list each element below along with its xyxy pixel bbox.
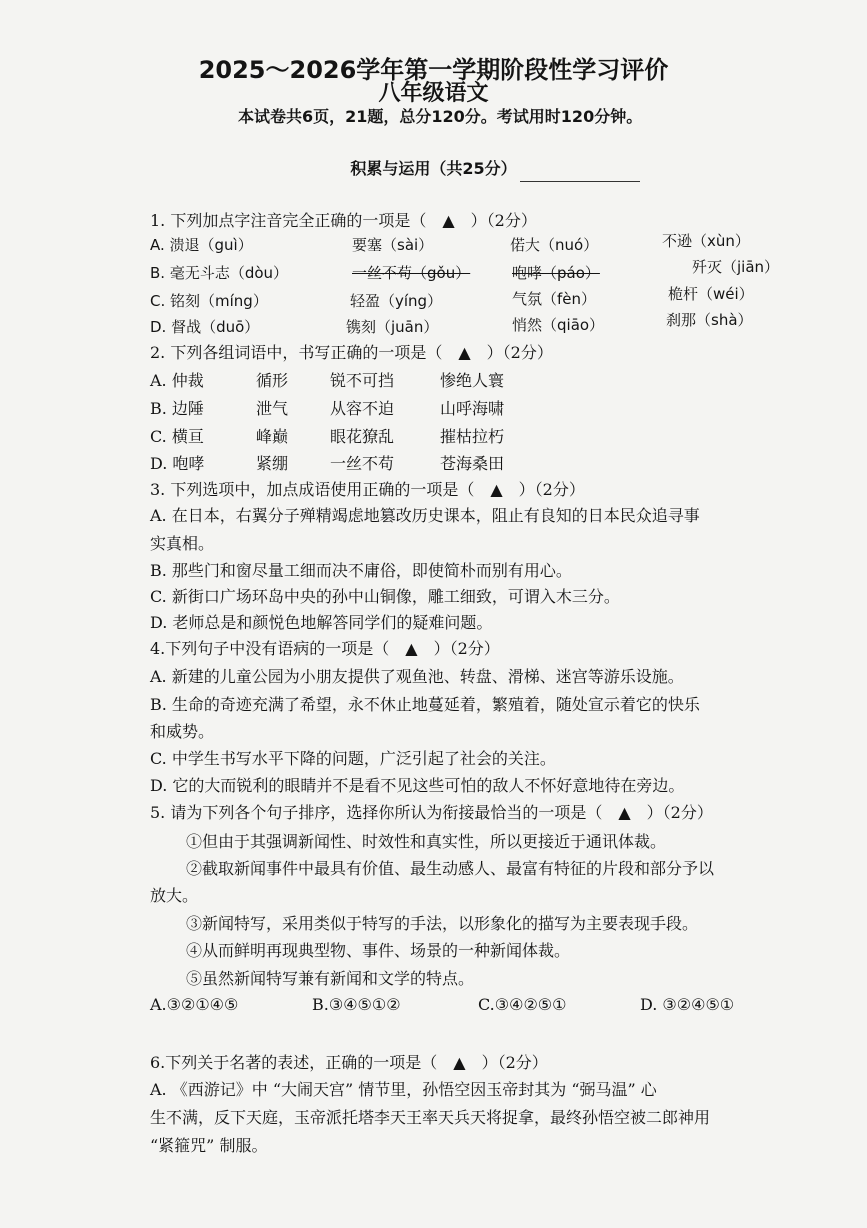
q1-d-3: 悄然（qiāo） [512,316,605,334]
q6-option-a-line3: “紧箍咒” 制服。 [150,1136,268,1155]
q1-c-4: 桅杆（wéi） [668,285,754,303]
q1-stem: 1. 下列加点字注音完全正确的一项是（ ▲ ）（2分） [150,211,537,230]
q4-option-b-line1: B. 生命的奇迹充满了希望，永不休止地蔓延着，繁殖着，随处宣示着它的快乐 [150,695,700,714]
q5-option-a: A.③②①④⑤ [150,995,239,1014]
q1-b-1: B. 毫无斗志（dòu） [150,264,289,282]
q4-option-c: C. 中学生书写水平下降的问题，广泛引起了社会的关注。 [150,749,556,768]
q2-d-4: 苍海桑田 [440,454,505,473]
q2-c-3: 眼花獠乱 [330,427,395,446]
q1-b-3: 咆哮（páo） [512,264,600,282]
section-underline [520,181,640,182]
q1-d-4: 刹那（shà） [666,311,753,329]
q5-stem: 5. 请为下列各个句子排序，选择你所认为衔接最恰当的一项是（ ▲ ）（2分） [150,803,713,822]
q5-sentence-5: ⑤虽然新闻特写兼有新闻和文学的特点。 [186,969,475,988]
q1-d-2: 镌刻（juān） [346,318,439,336]
q2-a-3: 锐不可挡 [330,371,395,390]
q4-stem: 4.下列句子中没有语病的一项是（ ▲ ）（2分） [150,639,500,658]
q5-sentence-4: ④从而鲜明再现典型物、事件、场景的一种新闻体裁。 [186,941,571,960]
q1-d-1: D. 督战（duō） [150,318,260,336]
q4-option-d: D. 它的大而锐利的眼睛并不是看不见这些可怕的敌人不怀好意地待在旁边。 [150,776,685,795]
q5-option-c: C.③④②⑤① [478,995,567,1014]
q2-b-2: 泄气 [256,399,289,418]
q6-option-a-line2: 生不满，反下天庭，玉帝派托塔李天王率天兵天将捉拿，最终孙悟空被二郎神用 [150,1108,711,1127]
q1-c-1: C. 铭刻（míng） [150,292,268,310]
q3-option-a-line1: A. 在日本，右翼分子殚精竭虑地篡改历史课本，阻止有良知的日本民众追寻事 [150,506,700,525]
q4-option-a: A. 新建的儿童公园为小朋友提供了观鱼池、转盘、滑梯、迷宫等游乐设施。 [150,667,684,686]
q2-b-4: 山呼海啸 [440,399,505,418]
q3-option-d: D. 老师总是和颜悦色地解答同学们的疑难问题。 [150,613,493,632]
q3-stem: 3. 下列选项中，加点成语使用正确的一项是（ ▲ ）（2分） [150,480,585,499]
q6-option-a-line1: A. 《西游记》中 “大闹天宫” 情节里，孙悟空因玉帝封其为 “弼马温” 心 [150,1080,657,1099]
q1-b-2: 一丝不苟（gǒu） [352,264,471,282]
exam-info: 本试卷共6页，21题，总分120分。考试用时120分钟。 [238,107,643,126]
q5-sentence-3: ③新闻特写，采用类似于特写的手法，以形象化的描写为主要表现手段。 [186,914,699,933]
q1-a-4: 不逊（xùn） [662,232,750,250]
q1-a-1: A. 溃退（guì） [150,236,253,254]
q2-c-4: 摧枯拉朽 [440,427,505,446]
q1-b-4: 歼灭（jiān） [692,258,780,276]
q5-option-b: B.③④⑤①② [312,995,401,1014]
q2-stem: 2. 下列各组词语中，书写正确的一项是（ ▲ ）（2分） [150,343,553,362]
section-heading: 积累与运用（共25分） [350,159,517,178]
q2-c-2: 峰巅 [256,427,289,446]
q5-option-d: D. ③②④⑤① [640,995,735,1014]
q1-a-3: 偌大（nuó） [510,236,599,254]
q2-b-3: 从容不迫 [330,399,395,418]
q4-option-b-line2: 和威势。 [150,722,215,741]
q2-d-3: 一丝不苟 [330,454,395,473]
q5-sentence-2-line2: 放大。 [150,886,199,905]
q5-sentence-2-line1: ②截取新闻事件中最具有价值、最生动感人、最富有特征的片段和部分予以 [186,859,715,878]
q2-d-2: 紧绷 [256,454,289,473]
q6-stem: 6.下列关于名著的表述，正确的一项是（ ▲ ）（2分） [150,1053,548,1072]
q1-c-2: 轻盈（yíng） [350,292,443,310]
exam-title: 2025～2026学年第一学期阶段性学习评价 [198,56,669,84]
q2-a-4: 惨绝人寰 [440,371,505,390]
q2-d-1: D. 咆哮 [150,454,205,473]
q3-option-c: C. 新街口广场环岛中央的孙中山铜像，雕工细致，可谓入木三分。 [150,587,620,606]
q3-option-a-line2: 实真相。 [150,534,215,553]
q2-a-1: A. 仲裁 [150,371,204,390]
q5-sentence-1: ①但由于其强调新闻性、时效性和真实性，所以更接近于通讯体裁。 [186,832,667,851]
q3-option-b: B. 那些门和窗尽量工细而决不庸俗，即使简朴而别有用心。 [150,561,572,580]
q2-a-2: 循形 [256,371,289,390]
q2-b-1: B. 边陲 [150,399,204,418]
q1-c-3: 气氛（fèn） [512,290,597,308]
exam-subtitle: 八年级语文 [378,81,489,106]
q1-a-2: 要塞（sài） [352,236,434,254]
q2-c-1: C. 横亘 [150,427,204,446]
